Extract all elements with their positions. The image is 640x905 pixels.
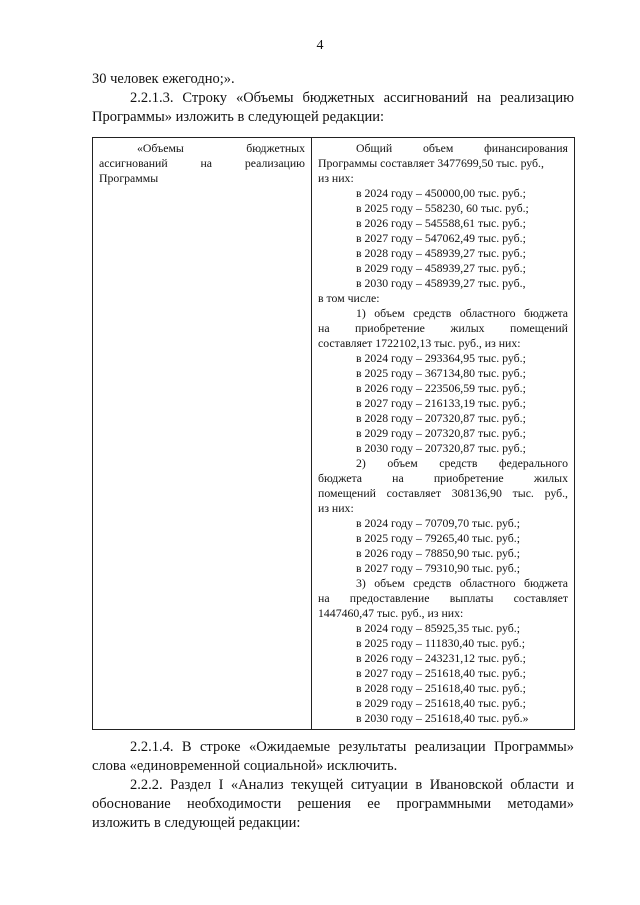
- funding-year-line: в 2027 году – 216133,19 тыс. руб.;: [356, 396, 526, 410]
- funding-year-line: в 2027 году – 251618,40 тыс. руб.;: [356, 666, 526, 680]
- funding-text-line: 3) объем средств областного бюджета: [356, 576, 568, 590]
- funding-year-line: в 2024 году – 70709,70 тыс. руб.;: [356, 516, 520, 530]
- paragraph-2-2-1-4: [92, 738, 574, 776]
- funding-text-line: в том числе:: [318, 291, 380, 305]
- funding-text-line: из них:: [318, 171, 354, 185]
- funding-text-line: составляет 1722102,13 тыс. руб., из них:: [318, 336, 521, 350]
- funding-year-line: в 2029 году – 207320,87 тыс. руб.;: [356, 426, 526, 440]
- funding-year-line: в 2029 году – 458939,27 тыс. руб.;: [356, 261, 526, 275]
- funding-year-line: в 2025 году – 367134,80 тыс. руб.;: [356, 366, 526, 380]
- funding-year-line: в 2027 году – 79310,90 тыс. руб.;: [356, 561, 520, 575]
- funding-year-line: в 2028 году – 251618,40 тыс. руб.;: [356, 681, 526, 695]
- paragraph-line: 2.2.1.4. В строке «Ожидаемые результаты реализации Программы»: [130, 739, 574, 755]
- paragraph-line: Программы» изложить в следующей редакции:: [92, 109, 385, 125]
- funding-text-line: из них:: [318, 501, 354, 515]
- funding-text-line: 1) объем средств областного бюджета: [356, 306, 568, 320]
- page-number: 4: [316, 38, 324, 53]
- funding-year-line: в 2028 году – 207320,87 тыс. руб.;: [356, 411, 526, 425]
- table-cell-value: [312, 138, 575, 730]
- paragraph-line: слова «единовременной социальной» исключить.: [92, 758, 398, 774]
- intro-paragraph: [92, 70, 574, 89]
- intro-line: 30 человек ежегодно;».: [92, 71, 235, 87]
- paragraph-line: 2.2.1.3. Строку «Объемы бюджетных ассигнований на реализацию: [130, 90, 574, 106]
- funding-year-line: в 2030 году – 207320,87 тыс. руб.;: [356, 441, 526, 455]
- funding-year-line: в 2025 году – 558230, 60 тыс. руб.;: [356, 201, 529, 215]
- funding-year-line: в 2024 году – 450000,00 тыс. руб.;: [356, 186, 526, 200]
- funding-text-line: на предоставление выплаты составляет: [318, 591, 568, 605]
- funding-year-line: в 2027 году – 547062,49 тыс. руб.;: [356, 231, 526, 245]
- funding-text-line: на приобретение жилых помещений: [318, 321, 568, 335]
- label-line: Программы: [99, 171, 159, 185]
- funding-text-line: 2) объем средств федерального: [356, 456, 568, 470]
- table-row: [93, 138, 575, 730]
- funding-year-line: в 2025 году – 111830,40 тыс. руб.;: [356, 636, 526, 650]
- funding-text-line: 1447460,47 тыс. руб., из них:: [318, 606, 464, 620]
- funding-year-line: в 2026 году – 223506,59 тыс. руб.;: [356, 381, 526, 395]
- funding-year-line: в 2024 году – 293364,95 тыс. руб.;: [356, 351, 526, 365]
- paragraph-line: обоснование необходимости решения ее программными методами»: [92, 796, 574, 812]
- funding-text-line: помещений составляет 308136,90 тыс. руб.,: [318, 486, 568, 500]
- paragraph-2-2-2: [92, 776, 574, 833]
- funding-year-line: в 2026 году – 243231,12 тыс. руб.;: [356, 651, 526, 665]
- funding-year-line: в 2026 году – 78850,90 тыс. руб.;: [356, 546, 520, 560]
- table-cell-label: [93, 138, 312, 730]
- funding-year-line: в 2028 году – 458939,27 тыс. руб.;: [356, 246, 526, 260]
- funding-text-line: Общий объем финансирования: [356, 141, 568, 155]
- paragraph-2-2-1-3: [92, 89, 574, 127]
- paragraph-line: изложить в следующей редакции:: [92, 815, 301, 831]
- budget-table: [92, 137, 575, 730]
- funding-year-line: в 2025 году – 79265,40 тыс. руб.;: [356, 531, 520, 545]
- label-line: «Объемы бюджетных: [137, 141, 305, 155]
- paragraph-line: 2.2.2. Раздел I «Анализ текущей ситуации в Ивановской области и: [130, 777, 574, 793]
- funding-text-line: Программы составляет 3477699,50 тыс. руб.,: [318, 156, 544, 170]
- funding-year-line: в 2029 году – 251618,40 тыс. руб.;: [356, 696, 526, 710]
- funding-year-line: в 2030 году – 458939,27 тыс. руб.,: [356, 276, 526, 290]
- funding-year-line: в 2030 году – 251618,40 тыс. руб.»: [356, 711, 529, 725]
- label-line: ассигнований на реализацию: [99, 156, 305, 170]
- funding-text-line: бюджета на приобретение жилых: [318, 471, 568, 485]
- funding-year-line: в 2026 году – 545588,61 тыс. руб.;: [356, 216, 526, 230]
- funding-year-line: в 2024 году – 85925,35 тыс. руб.;: [356, 621, 520, 635]
